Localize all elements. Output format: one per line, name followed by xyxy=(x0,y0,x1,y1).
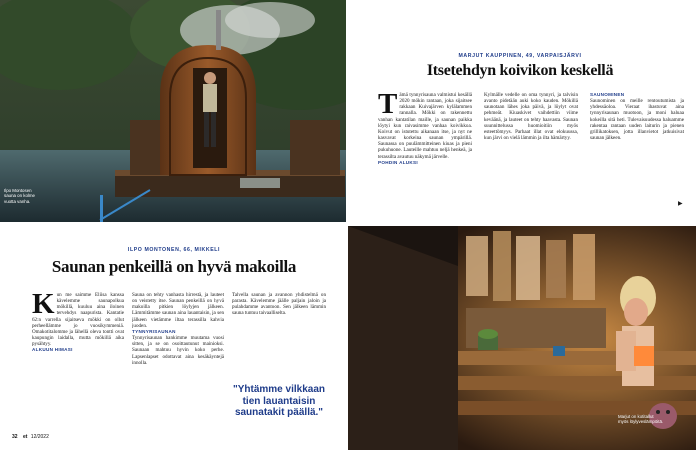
sauna-photo-bottom xyxy=(348,226,696,450)
bottom-photo-caption: Marjut on kotitallut myös löylyveslämpöitä. xyxy=(618,414,664,425)
bottom-dropcap: K xyxy=(32,292,55,320)
magazine-name: et xyxy=(22,434,28,440)
top-article-column-3: SAUNOMINEN Saunominen on meille rentoutumista ja yhdessäoloa. Vieraat ihastuvat aina tynnyrisaunan muotoon, ja moni haluaa kokeilla sitä heti. Tulevaisuudessa haluamme rakentaa rantaan uuden laiturin ja pienen grillikatoksen, jotta illanvietot jatkuisivat saunan jälkeen. xyxy=(590,92,684,142)
top-article-column-2: Kylmälle vedelle on oma tynnyri, ja talvisin avanto pidetään auki koko kauden. Mökillä saunotaan lähes joka päivä, ja löylyt ovat pehmeät. Kiuaskivet vaihdettiin viime keväänä, ja lauteet on tehty haavasta. Saunan suunnittelussa huomioitiin myös esteettömyys. Parhaat illat ovat elokuussa, kun järvi on vielä lämmin ja ilta hämärtyy. xyxy=(484,92,578,142)
top-article-headline: Itsetehdyn koivikon keskellä xyxy=(426,62,614,79)
sauna-photo-top xyxy=(0,0,346,222)
issue-number: 12/2022 xyxy=(30,434,49,440)
bottom-article-column-3: Talvella saunan ja avannon yhdistelmä on parasta. Kävelemme jäälle paljain jaloin ja pulahdamme avantoon. Sen jälkeen lämmin sauna tuntuu taivaalliselta. xyxy=(232,292,326,317)
top-photo-caption: Ilpo Montosen sauna on kolme vuotta vanha. xyxy=(4,188,35,204)
pull-quote: "Yhtämme vilkkaan tien lauantaisin saunatakit päällä." xyxy=(232,384,325,418)
page-footer xyxy=(12,434,49,440)
bottom-article-kicker: ILPO MONTONEN, 66, MIKKELI xyxy=(127,247,221,253)
bottom-article-column-2: Sauna on tehty vanhasta hirrestä, ja lauteet on veistetty itse. Saunan penkeillä on hyvä makoilla pitkien löylyjen jälkeen. Lämmitämme saunan aina lauantaisin, ja sen jälkeen vietämme iltaa terassilla kahvia juoden. TYNNYRISAUNAN Tynnyrisaunan hankimme muutama vuosi sitten, ja se on osoittautunut mainioksi. Saunaan mahtuu hyvin koko perhe. Lapsenlapset odottavat aina kesäkäyntejä innolla. xyxy=(132,292,224,366)
bottom-article-column-1: K un me saimme Eliisa kanssa kävelemme saunapolkua mökillä, kuuluu aina iloinen tervehdys naapurista. Kantatie 62:n varrella sijaitseva mökki on ollut perheellämme jo vuosikymmeniä. Omakotitalomme ja lähellä oleva tontti ovat kaupungin laidalla, mutta mökillä aika pysähtyy. ALKUUN HIMASI xyxy=(32,292,124,353)
top-article-kicker: MARJUT KAUPPINEN, 49, VARPAISJÄRVI xyxy=(458,53,582,59)
top-dropcap: T xyxy=(378,92,398,120)
top-article-column-1: T ämä tynnyrisauna valmistui kesällä 2020 mökin rantaan, joka sijaitsee rakkaan Kuivajärven kylälammen rannalla. Mökki on rakennettu vanhan kantatilan maille, ja saunan paikka löytyi kun raivasimme vanhaa koivikkoa. Koivut on istutettu aikanaan itse, ja nyt ne kasvavat korkeina saunan ympärillä. Saunassa on puulämmitteinen kiuas ja pieni pukuhuone. Lauteille mahtuu neljä henkeä, ja terassilta avautuu näkymä järvelle. POHDIN ALUKSI xyxy=(378,92,472,165)
page-number: 32 xyxy=(12,434,18,440)
bottom-article-headline: Saunan penkeillä on hyvä makoilla xyxy=(51,257,297,276)
continue-arrow-icon: ▶ xyxy=(678,201,683,207)
